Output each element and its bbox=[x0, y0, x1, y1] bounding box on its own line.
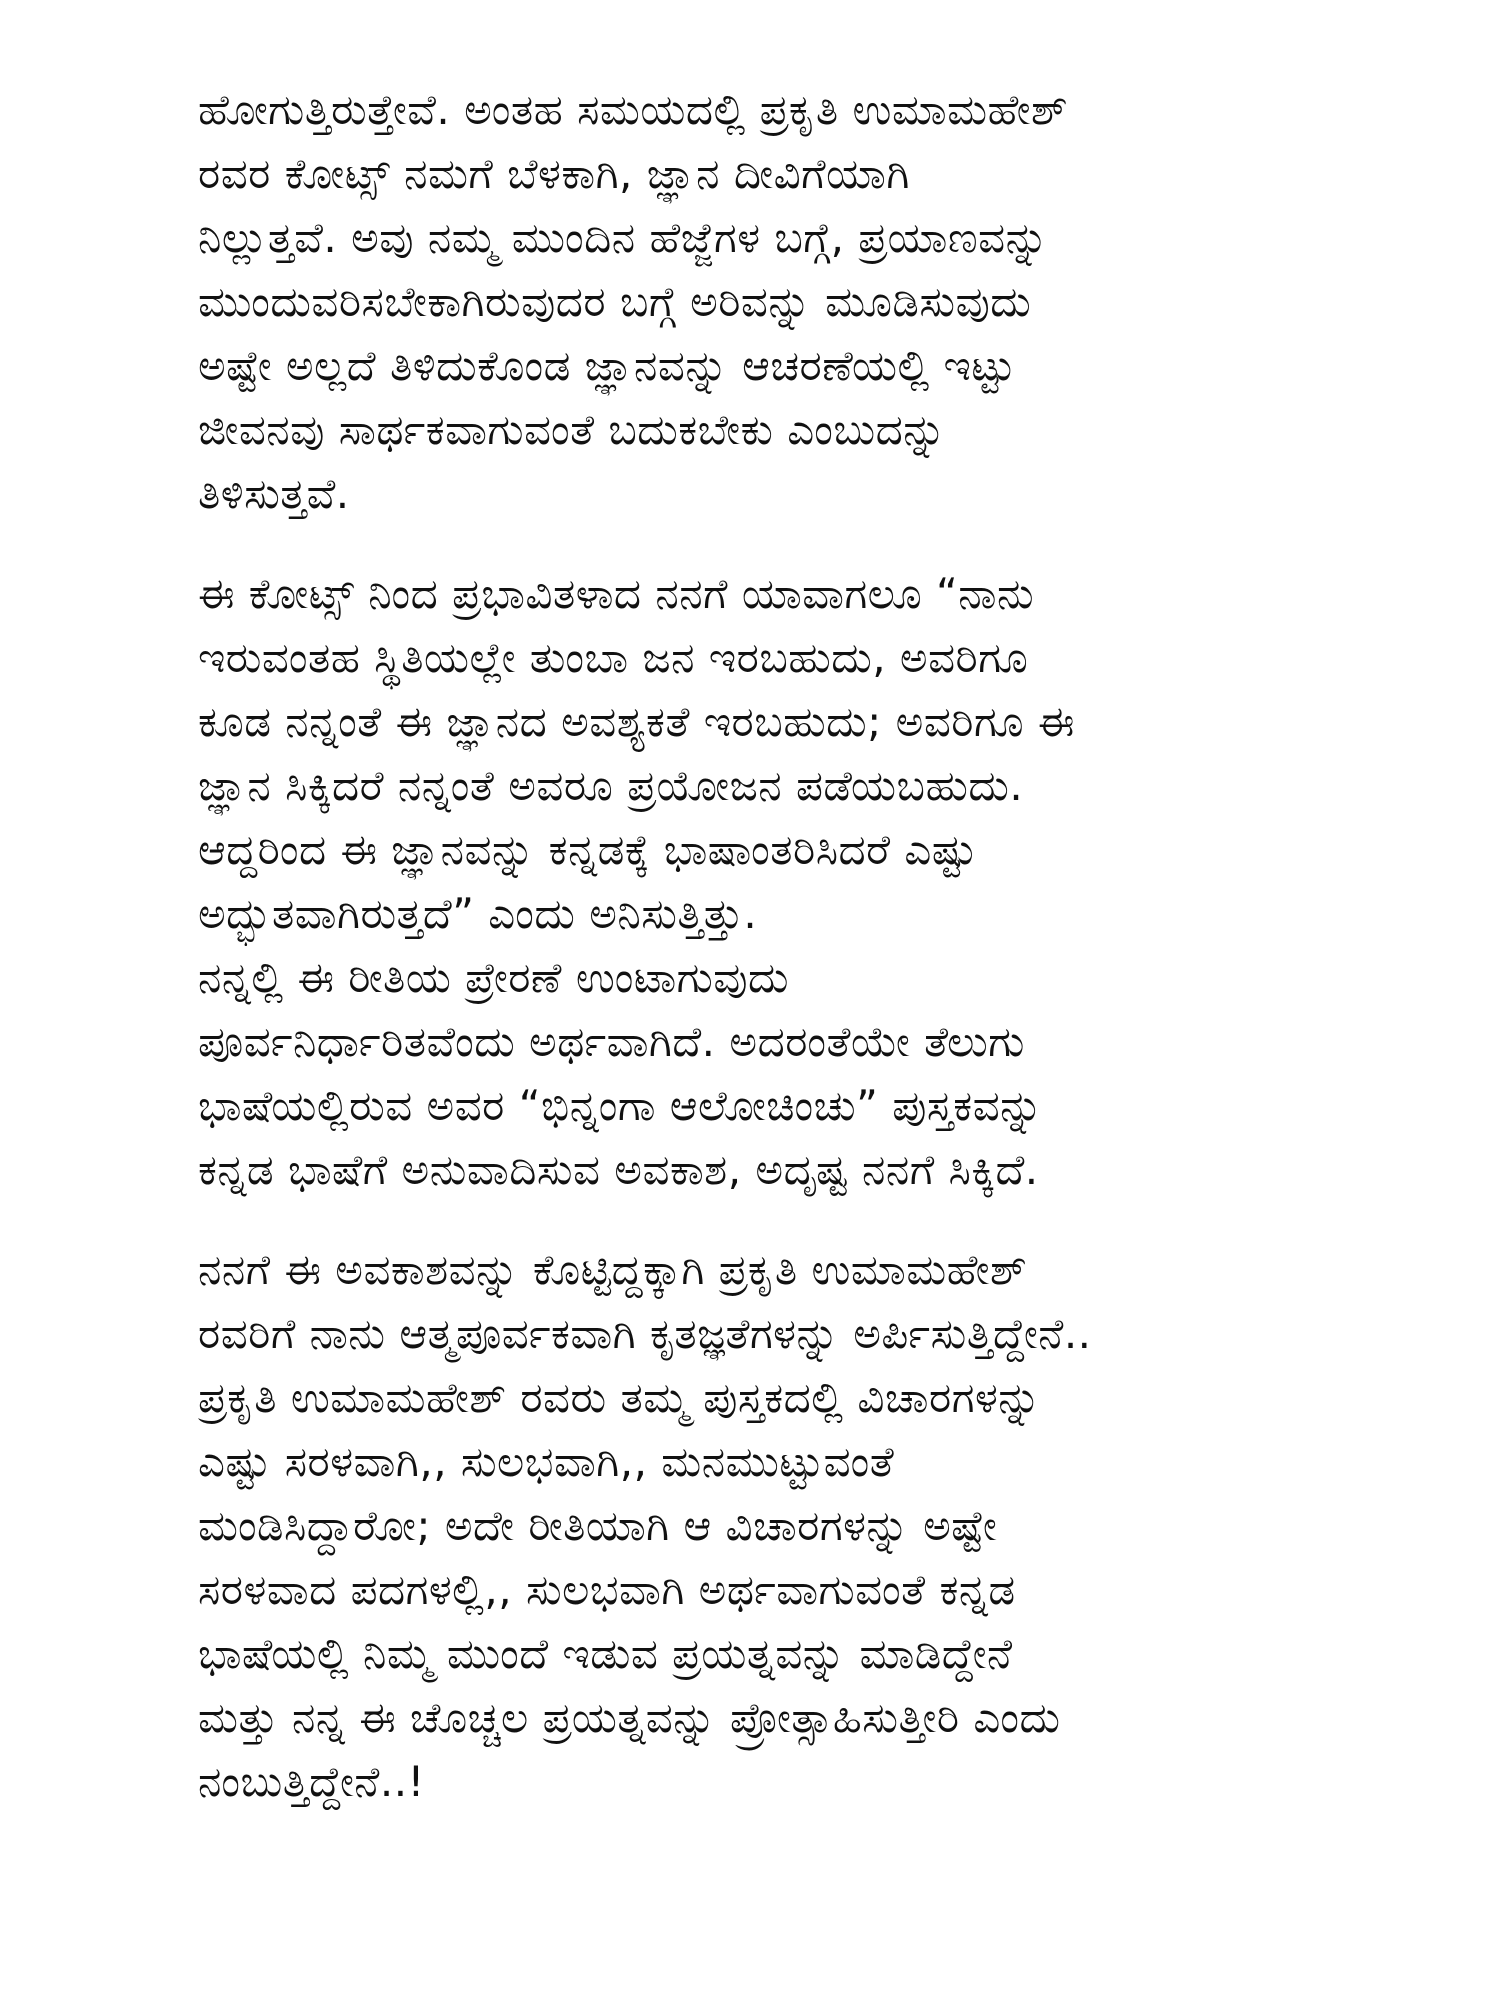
paragraph-2-line-3: ಕೂಡ ನನ್ನಂತೆ ಈ ಜ್ಞಾನದ ಅವಶ್ಯಕತೆ ಇರಬಹುದು; ಅವರಿಗೂ ಈ bbox=[198, 697, 1075, 746]
paragraph-3-line-5: ಮಂಡಿಸಿದ್ದಾರೋ; ಅದೇ ರೀತಿಯಾಗಿ ಆ ವಿಚಾರಗಳನ್ನು ಅಷ್ಟೇ bbox=[198, 1501, 998, 1550]
paragraph-2-line-7: ನನ್ನಲ್ಲಿ ಈ ರೀತಿಯ ಪ್ರೇರಣೆ ಉಂಟಾಗುವುದು bbox=[198, 953, 789, 1002]
paragraph-1-line-4: ಮುಂದುವರಿಸಬೇಕಾಗಿರುವುದರ ಬಗ್ಗೆ ಅರಿವನ್ನು ಮೂಡಿಸುವುದು bbox=[198, 277, 1032, 326]
paragraph-1-line-6: ಜೀವನವು ಸಾರ್ಥಕವಾಗುವಂತೆ ಬದುಕಬೇಕು ಎಂಬುದನ್ನು bbox=[198, 405, 947, 454]
paragraph-2-line-10: ಕನ್ನಡ ಭಾಷೆಗೆ ಅನುವಾದಿಸುವ ಅವಕಾಶ, ಅದೃಷ್ಟ ನನಗೆ ಸಿಕ್ಕಿದೆ. bbox=[198, 1145, 1039, 1194]
paragraph-1-line-1: ಹೋಗುತ್ತಿರುತ್ತೇವೆ. ಅಂತಹ ಸಮಯದಲ್ಲಿ ಪ್ರಕೃತಿ ಉಮಾಮಹೇಶ್ bbox=[198, 85, 1069, 134]
paragraph-1-line-3: ನಿಲ್ಲುತ್ತವೆ. ಅವು ನಮ್ಮ ಮುಂದಿನ ಹೆಜ್ಜೆಗಳ ಬಗ್ಗೆ, ಪ್ರಯಾಣವನ್ನು bbox=[198, 213, 1049, 262]
paragraph-3-line-8: ಮತ್ತು ನನ್ನ ಈ ಚೊಚ್ಚಲ ಪ್ರಯತ್ನವನ್ನು ಪ್ರೋತ್ಸಾಹಿಸುತ್ತೀರಿ ಎಂದು bbox=[198, 1693, 1061, 1742]
paragraph-2-line-6: ಅದ್ಭುತವಾಗಿರುತ್ತದೆ” ಎಂದು ಅನಿಸುತ್ತಿತ್ತು. bbox=[198, 889, 758, 938]
paragraph-3 bbox=[198, 1238, 1328, 1814]
paragraph-2-line-5: ಆದ್ದರಿಂದ ಈ ಜ್ಞಾನವನ್ನು ಕನ್ನಡಕ್ಕೆ ಭಾಷಾಂತರಿಸಿದರೆ ಎಷ್ಟು bbox=[198, 825, 978, 874]
paragraph-3-line-3: ಪ್ರಕೃತಿ ಉಮಾಮಹೇಶ್ ರವರು ತಮ್ಮ ಪುಸ್ತಕದಲ್ಲಿ ವಿಚಾರಗಳನ್ನು bbox=[198, 1373, 1042, 1422]
paragraph-2 bbox=[198, 562, 1328, 1202]
paragraph-1-line-5: ಅಷ್ಟೇ ಅಲ್ಲದೆ ತಿಳಿದುಕೊಂಡ ಜ್ಞಾನವನ್ನು ಆಚರಣೆಯಲ್ಲಿ ಇಟ್ಟು bbox=[198, 341, 1016, 390]
paragraph-1-line-7: ತಿಳಿಸುತ್ತವೆ. bbox=[198, 469, 350, 518]
paragraph-1 bbox=[198, 78, 1328, 526]
paragraph-3-line-7: ಭಾಷೆಯಲ್ಲಿ ನಿಮ್ಮ ಮುಂದೆ ಇಡುವ ಪ್ರಯತ್ನವನ್ನು ಮಾಡಿದ್ದೇನೆ bbox=[198, 1629, 1013, 1678]
paragraph-2-line-9: ಭಾಷೆಯಲ್ಲಿರುವ ಅವರ “ಭಿನ್ನಂಗಾ ಆಲೋಚಿಂಚು” ಪುಸ್ತಕವನ್ನು bbox=[198, 1081, 1044, 1130]
paragraph-2-line-2: ಇರುವಂತಹ ಸ್ಥಿತಿಯಲ್ಲೇ ತುಂಬಾ ಜನ ಇರಬಹುದು, ಅವರಿಗೂ bbox=[198, 633, 1029, 682]
paragraph-2-line-8: ಪೂರ್ವನಿರ್ಧಾರಿತವೆಂದು ಅರ್ಥವಾಗಿದೆ. ಅದರಂತೆಯೇ ತೆಲುಗು bbox=[198, 1017, 1025, 1066]
paragraph-3-line-6: ಸರಳವಾದ ಪದಗಳಲ್ಲಿ,, ಸುಲಭವಾಗಿ ಅರ್ಥವಾಗುವಂತೆ ಕನ್ನಡ bbox=[198, 1565, 1016, 1614]
paragraph-3-line-2: ರವರಿಗೆ ನಾನು ಆತ್ಮಪೂರ್ವಕವಾಗಿ ಕೃತಜ್ಞತೆಗಳನ್ನು ಅರ್ಪಿಸುತ್ತಿದ್ದೇನೆ.. bbox=[198, 1309, 1092, 1358]
paragraph-2-line-1: ಈ ಕೋಟ್ಸ್ ನಿಂದ ಪ್ರಭಾವಿತಳಾದ ನನಗೆ ಯಾವಾಗಲೂ “ನಾನು bbox=[198, 569, 1035, 618]
paragraph-2-line-4: ಜ್ಞಾನ ಸಿಕ್ಕಿದರೆ ನನ್ನಂತೆ ಅವರೂ ಪ್ರಯೋಜನ ಪಡೆಯಬಹುದು. bbox=[198, 761, 1024, 810]
paragraph-1-line-2: ರವರ ಕೋಟ್ಸ್ ನಮಗೆ ಬೆಳಕಾಗಿ, ಜ್ಞಾನ ದೀವಿಗೆಯಾಗಿ bbox=[198, 149, 910, 198]
paragraph-3-line-4: ಎಷ್ಟು ಸರಳವಾಗಿ,, ಸುಲಭವಾಗಿ,, ಮನಮುಟ್ಟುವಂತೆ bbox=[198, 1437, 895, 1486]
paragraph-3-line-1: ನನಗೆ ಈ ಅವಕಾಶವನ್ನು ಕೊಟ್ಟಿದ್ದಕ್ಕಾಗಿ ಪ್ರಕೃತಿ ಉಮಾಮಹೇಶ್ bbox=[198, 1245, 1028, 1294]
document-body bbox=[198, 78, 1328, 1814]
paragraph-3-line-9: ನಂಬುತ್ತಿದ್ದೇನೆ..! bbox=[198, 1757, 425, 1806]
